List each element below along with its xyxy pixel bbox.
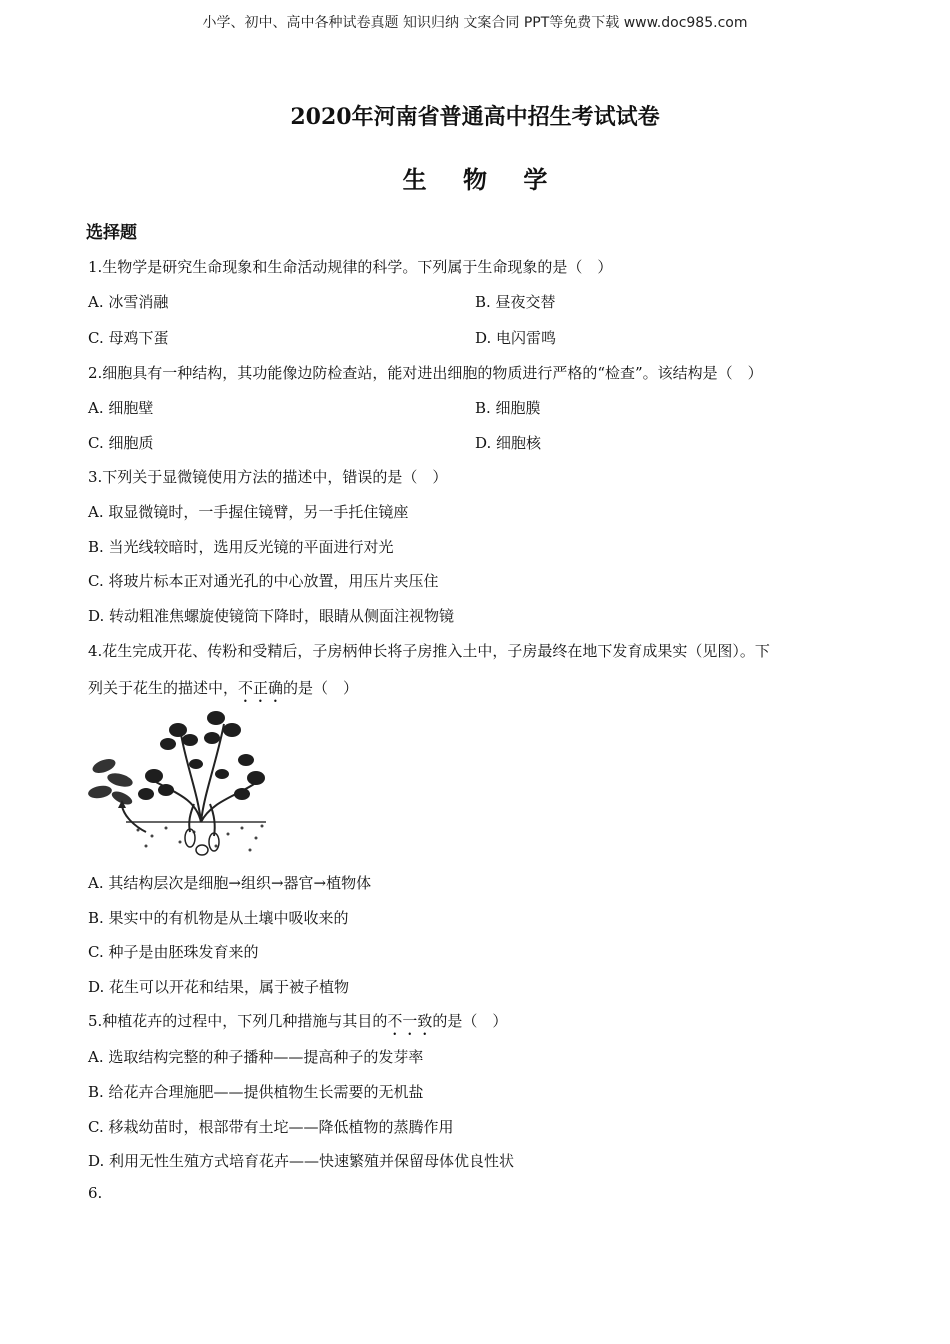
question-4-option-a: A. 其结构层次是细胞→组织→器官→植物体 (88, 874, 372, 892)
question-5-option-c: C. 移栽幼苗时，根部带有土坨——降低植物的蒸腾作用 (88, 1118, 454, 1136)
peanut-plant-illustration (86, 704, 276, 860)
question-4-stem-prefix: 列关于花生的描述中， (88, 679, 239, 697)
page-header: 小学、初中、高中各种试卷真题 知识归纳 文案合同 PPT等免费下载 www.doc985.com (202, 15, 748, 31)
question-6-stem: 6. (88, 1184, 103, 1202)
question-4-stem-suffix: 的是（ ） (283, 679, 359, 697)
question-5-emphasis: 不一致 (387, 1012, 433, 1030)
question-5-option-a: A. 选取结构完整的种子播种——提高种子的发芽率 (88, 1048, 424, 1066)
question-3-stem: 3.下列关于显微镜使用方法的描述中，错误的是（ ） (88, 468, 448, 486)
question-4-emphasis: 不正确 (238, 679, 284, 697)
question-3-option-a: A. 取显微镜时，一手握住镜臂，另一手托住镜座 (88, 503, 409, 521)
question-3-option-b: B. 当光线较暗时，选用反光镜的平面进行对光 (88, 538, 394, 556)
exam-title: 2020年河南省普通高中招生考试试卷 (290, 104, 660, 130)
question-3-option-c: C. 将玻片标本正对通光孔的中心放置，用压片夹压住 (88, 572, 439, 590)
question-1-option-b: B. 昼夜交替 (475, 293, 556, 311)
question-3-option-d: D. 转动粗准焦螺旋使镜筒下降时，眼睛从侧面注视物镜 (88, 607, 455, 625)
question-5-stem (88, 1010, 507, 1039)
question-1-option-a: A. 冰雪消融 (88, 293, 169, 311)
question-4-option-c: C. 种子是由胚珠发育来的 (88, 943, 259, 961)
question-5-option-b: B. 给花卉合理施肥——提供植物生长需要的无机盐 (88, 1083, 424, 1101)
question-4-stem-line-2 (88, 677, 358, 706)
section-heading: 选择题 (86, 223, 137, 243)
question-1-option-c: C. 母鸡下蛋 (88, 329, 169, 347)
question-1-stem: 1.生物学是研究生命现象和生命活动规律的科学。下列属于生命现象的是（ ） (88, 258, 613, 276)
question-4-stem-line-1: 4.花生完成开花、传粉和受精后，子房柄伸长将子房推入土中，子房最终在地下发育成果实（见图）。下 (88, 642, 770, 660)
subject-title: 生 物 学 (402, 165, 562, 194)
question-1-option-d: D. 电闪雷鸣 (475, 329, 557, 347)
question-5-stem-prefix: 5.种植花卉的过程中，下列几种措施与其目的 (88, 1012, 388, 1030)
question-2-option-b: B. 细胞膜 (475, 399, 541, 417)
question-4-option-d: D. 花生可以开花和结果，属于被子植物 (88, 978, 350, 996)
question-2-option-c: C. 细胞质 (88, 434, 154, 452)
question-5-stem-suffix: 的是（ ） (432, 1012, 508, 1030)
peanut-plant-figure (86, 704, 276, 860)
question-4-option-b: B. 果实中的有机物是从土壤中吸收来的 (88, 909, 349, 927)
question-5-option-d: D. 利用无性生殖方式培育花卉——快速繁殖并保留母体优良性状 (88, 1152, 515, 1170)
question-2-option-a: A. 细胞壁 (88, 399, 154, 417)
question-2-option-d: D. 细胞核 (475, 434, 542, 452)
question-2-stem: 2.细胞具有一种结构，其功能像边防检查站，能对进出细胞的物质进行严格的“检查”。该结构是（ ） (88, 364, 763, 382)
